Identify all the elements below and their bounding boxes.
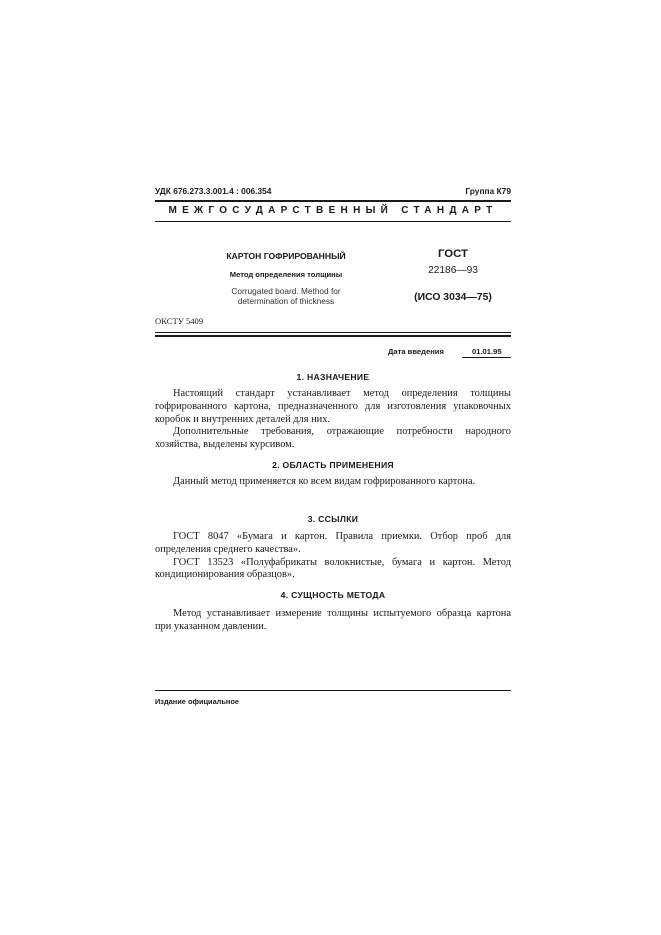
english-title <box>155 286 417 306</box>
gost-label: ГОСТ <box>437 248 469 260</box>
header-rule <box>155 221 511 222</box>
top-rule <box>155 200 511 202</box>
standard-type: МЕЖГОСУДАРСТВЕННЫЙ СТАНДАРТ <box>168 205 498 216</box>
group-code: Группа К79 <box>465 186 511 196</box>
section-2-heading: 2. ОБЛАСТЬ ПРИМЕНЕНИЯ <box>272 460 394 470</box>
section-4-heading: 4. СУЩНОСТЬ МЕТОДА <box>280 590 386 600</box>
okstu-code: ОКСТУ 5409 <box>155 316 204 326</box>
section-2-body <box>155 476 511 489</box>
section-3-paragraph-2: ГОСТ 13523 «Полуфабрикаты волокнистые, бумага и картон. Метод кондиционирования образцов». <box>155 556 511 581</box>
iso-reference: (ИСО 3034—75) <box>414 292 492 303</box>
section-4-body <box>155 608 511 634</box>
section-1-paragraph-2: Дополнительные требования, отражающие потребности народного хозяйства, выделены курсивом. <box>155 426 511 451</box>
section-4-paragraph-1: Метод устанавливает измерение толщины испытуемого образца картона при указанном давлении. <box>155 608 511 632</box>
section-3-heading: 3. ССЫЛКИ <box>307 514 359 524</box>
footer-rule <box>155 690 511 691</box>
section-3-paragraph-1: ГОСТ 8047 «Бумага и картон. Правила приемки. Отбор проб для определения среднего качества». <box>155 531 511 555</box>
section-2-paragraph-1: Данный метод применяется ко всем видам гофрированного картона. <box>173 476 476 487</box>
document-subtitle: Метод определения толщины <box>229 270 343 279</box>
section-1-paragraph-1: Настоящий стандарт устанавливает метод определения толщины гофрированного картона, предназначенного для изготовления упаковочных коробок и внутренних деталей для них. <box>155 388 511 425</box>
section-1-body <box>155 388 511 452</box>
english-title-line-1: Corrugated board. Method for <box>231 286 341 296</box>
section-1-heading: 1. НАЗНАЧЕНИЕ <box>296 372 370 382</box>
section-3-body <box>155 531 511 582</box>
gost-number: 22186—93 <box>428 265 478 276</box>
effective-date-underline <box>462 357 511 358</box>
title-rule-1 <box>155 332 511 333</box>
udk-code: УДК 676.273.3.001.4 : 006.354 <box>155 186 272 196</box>
english-title-line-2: determination of thickness <box>237 296 335 306</box>
effective-date-label: Дата введения <box>388 347 444 356</box>
title-rule-2 <box>155 335 511 337</box>
edition-label: Издание официальное <box>155 697 240 706</box>
document-title: КАРТОН ГОФРИРОВАННЫЙ <box>226 251 346 261</box>
effective-date-value: 01.01.95 <box>472 347 502 356</box>
